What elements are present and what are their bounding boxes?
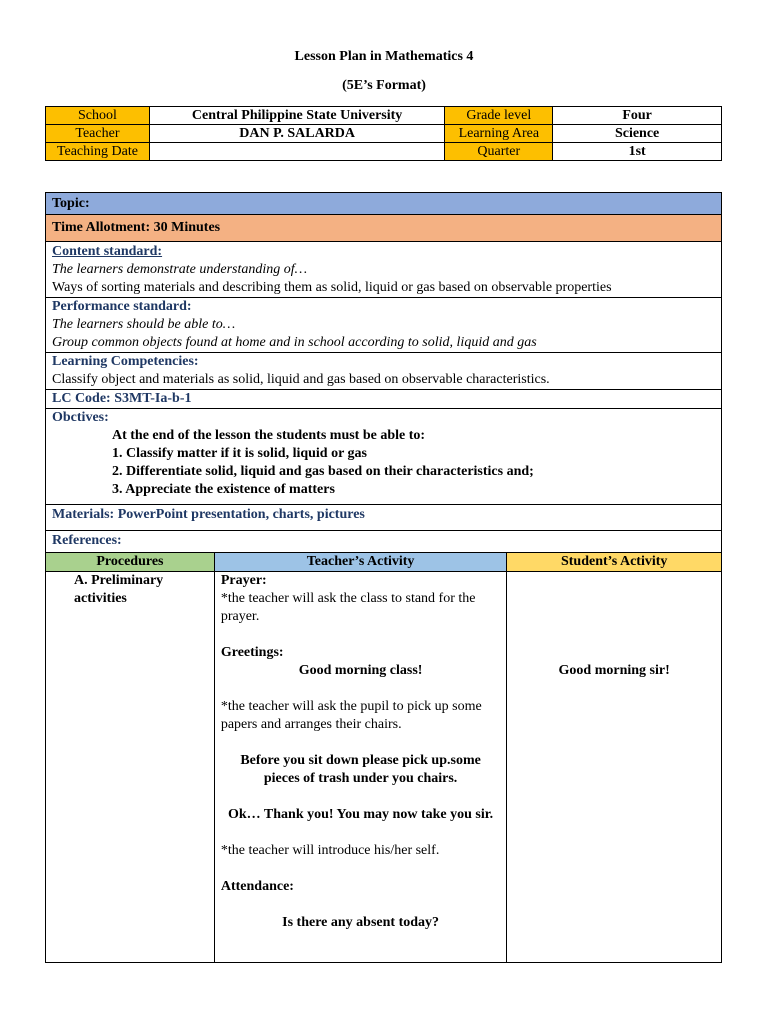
procedures-header-row — [46, 553, 722, 572]
school-value: Central Philippine State University — [149, 107, 445, 125]
time-allotment: Time Allotment: 30 Minutes — [46, 215, 722, 242]
student-greeting-reply: Good morning sir! — [558, 663, 670, 678]
student-activity-header: Student’s Activity — [507, 553, 722, 572]
lesson-plan-table — [45, 192, 722, 963]
teaching-date-label: Teaching Date — [46, 143, 150, 161]
pickup-instruction: Before you sit down please pick up.some pieces of trash under you chairs. — [240, 753, 481, 786]
procedures-header: Procedures — [46, 553, 215, 572]
content-standard-intro: The learners demonstrate understanding of… — [52, 262, 308, 277]
teacher-label: Teacher — [46, 125, 150, 143]
topic-label: Topic: — [46, 193, 722, 215]
lc-code: LC Code: S3MT-Ia-b-1 — [52, 391, 192, 406]
lc-code-row — [46, 390, 722, 409]
content-standard-text: Ways of sorting materials and describing them as solid, liquid or gas based on observable properties — [52, 280, 612, 295]
teacher-value: DAN P. SALARDA — [149, 125, 445, 143]
stage-label-line2: activities — [74, 591, 127, 606]
attendance-question: Is there any absent today? — [282, 915, 440, 930]
topic-row — [46, 193, 722, 215]
introduce-note: *the teacher will introduce his/her self. — [220, 843, 440, 858]
objectives-label: Obctives: — [52, 410, 109, 425]
document-title: Lesson Plan in Mathematics 4 — [294, 49, 474, 64]
objective-item: 3. Appreciate the existence of matters — [112, 482, 335, 497]
learning-area-label: Learning Area — [445, 125, 553, 143]
time-allotment-row — [46, 215, 722, 242]
content-standard-label: Content standard: — [52, 244, 163, 259]
pickup-note: *the teacher will ask the pupil to pick up some papers and arranges their chairs. — [220, 699, 482, 732]
info-row-date — [46, 143, 722, 161]
references: References: — [52, 533, 122, 548]
document-subtitle: (5E’s Format) — [342, 78, 426, 93]
objectives-intro: At the end of the lesson the students must be able to: — [112, 428, 426, 443]
info-row-teacher — [46, 125, 722, 143]
materials-row — [46, 505, 722, 531]
competencies-row — [46, 353, 722, 390]
greetings-label: Greetings: — [220, 645, 284, 660]
thanks-line: Ok… Thank you! You may now take you sir. — [228, 807, 494, 822]
references-row — [46, 531, 722, 553]
grade-label: Grade level — [445, 107, 553, 125]
teacher-activity-header: Teacher’s Activity — [214, 553, 507, 572]
preliminary-activities-row — [46, 572, 722, 963]
performance-standard-row — [46, 298, 722, 353]
stage-label-line1: A. Preliminary — [74, 573, 164, 588]
grade-value: Four — [553, 107, 722, 125]
prayer-note: *the teacher will ask the class to stand for the prayer. — [220, 591, 476, 624]
objective-item: 1. Classify matter if it is solid, liquid or gas — [112, 446, 368, 461]
performance-standard-text: Group common objects found at home and in school according to solid, liquid and gas — [52, 335, 537, 350]
school-label: School — [46, 107, 150, 125]
prayer-label: Prayer: — [220, 573, 267, 588]
content-standard-row — [46, 242, 722, 298]
competencies-label: Learning Competencies: — [52, 354, 199, 369]
info-table — [45, 106, 722, 161]
materials: Materials: PowerPoint presentation, charts, pictures — [52, 507, 365, 522]
attendance-label: Attendance: — [220, 879, 294, 894]
competencies-text: Classify object and materials as solid, liquid and gas based on observable characteristics. — [52, 372, 550, 387]
quarter-label: Quarter — [445, 143, 553, 161]
teaching-date-value — [149, 143, 445, 161]
quarter-value: 1st — [553, 143, 722, 161]
info-row-school — [46, 107, 722, 125]
objectives-row — [46, 409, 722, 505]
performance-standard-intro: The learners should be able to… — [52, 317, 236, 332]
teacher-greeting: Good morning class! — [298, 663, 423, 678]
learning-area-value: Science — [553, 125, 722, 143]
objective-item: 2. Differentiate solid, liquid and gas based on their characteristics and; — [112, 464, 534, 479]
performance-standard-label: Performance standard: — [52, 299, 192, 314]
